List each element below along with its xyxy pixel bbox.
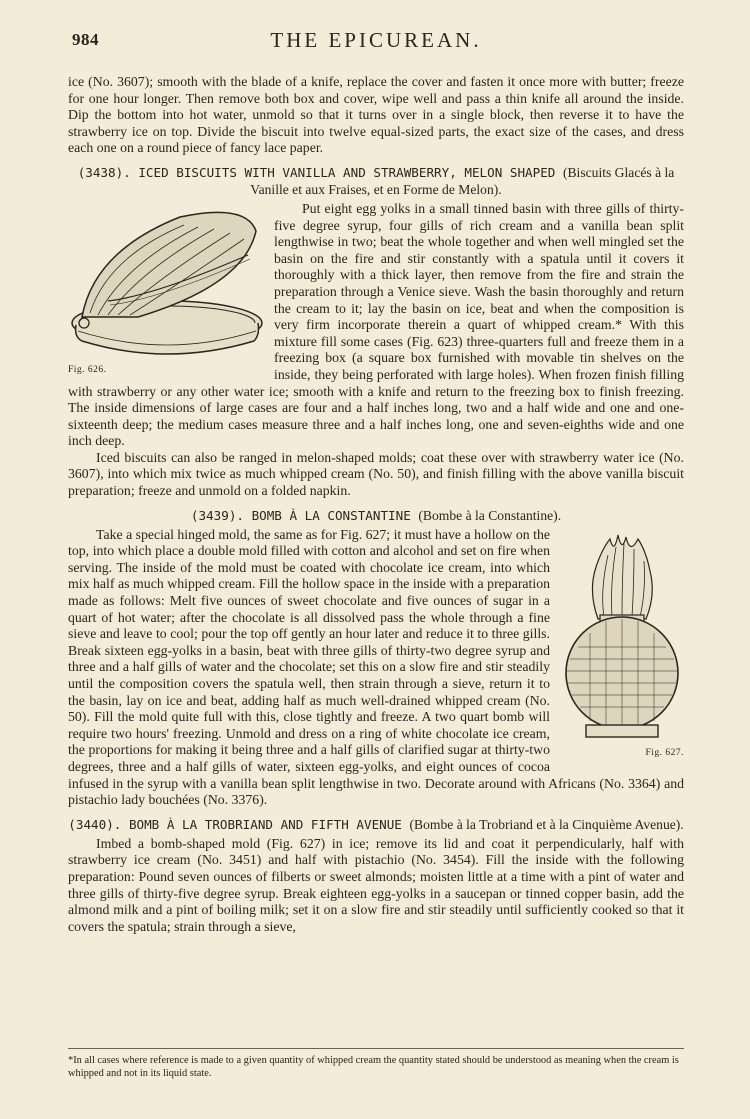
figure-626-caption: Fig. 626. (68, 364, 107, 375)
figure-627 (560, 531, 684, 762)
recipe-3438-title (68, 164, 684, 198)
recipe-3439-title-english: (3439). BOMB À LA CONSTANTINE (190, 507, 411, 523)
recipe-3438-title-french: (Biscuits Glacés à la Vanille et aux Fraises, et en Forme de Melon). (250, 164, 675, 197)
recipe-3438-paragraph-1: Put eight egg yolks in a small tinned basin with three gills of thirty-five degree syrup, four gills of rich cream and a vanilla bean split lengthwise in two; beat the whole together and when well mingled set the basin on the fire and stir constantly with a spatula until it covers it thoroughly with a thick layer, then remove from the fire and strain the preparation through a Venice sieve. Wash the basin thoroughly and return the cream to it; lay the basin on ice, beat and when the composition is very firm incorporate therein a quart of whipped cream.* With this mixture fill some cases (Fig. 623) three-quarters full and freeze them in a freezing box (a square box furnished with movable tin shelves on the inside, they being perforated with large holes). When frozen finish filling with strawberry or any other water ice; smooth with a knife and return to the freezing box to finish freezing. The inside dimensions of large cases are four and a half inches long, two and a half wide and one and one-sixteenth deep; the medium cases measure three and a half inches long, one and seven-eighths wide and one inch deep. (68, 200, 684, 449)
recipe-3440-paragraph-1: Imbed a bomb-shaped mold (Fig. 627) in ice; remove its lid and coat it perpendicularly, half with strawberry ice cream (No. 3451) and half with pistachio (No. 3454). Fill the inside with the following preparation: Pound seven ounces of filberts or sweet almonds; moisten little at a time with a pint of water and three gills of thirty-five degree syrup. Break eighteen egg-yolks in a saucepan or tinned copper basin, add the almond milk and a pint of boiling milk; set it on a slow fire and stir steadily until sufficiently cooked so that it covers the spatula; strain through a sieve, (68, 835, 684, 934)
figure-626 (68, 205, 266, 378)
recipe-3439-paragraph-1: Take a special hinged mold, the same as for Fig. 627; it must have a hollow on the top, into which place a double mold filled with cotton and alcohol and set on fire when serving. The inside of the mold must be coated with chocolate ice cream, into which mix half as much whipped cream. Fill the hollow space in the inside with a preparation made as follows: Melt five ounces of sweet chocolate and five ounces of sugar in a quart of hot water; after the chocolate is all dissolved pass the whole through a fine sieve and leave to cool; pour the top off gently an hour later and reduce it to three gills. Break sixteen egg-yolks in a basin, beat with three gills of thirty-two degree syrup and three and a half gills of water and the chocolate; set this on a slow fire and stir steadily until the composition covers the spatula well, then strain through a sieve, return it to the basin, lay on ice and beat, adding half as much well-drained whipped cream (No. 50). Fill the mold quite full with this, close tightly and freeze. A two quart bomb will require two hours' freezing. Unmold and dress on a ring of white chocolate ice cream, the proportions for making it being three and a half gills of clarified sugar at thirty-two degrees, three and a half gills of water, sixteen egg-yolks, and eight ounces of cocoa infused in the syrup with a vanilla bean split lengthwise in two. Decorate around with Africans (No. 3364) and pistachio lady bouchées (No. 3376). (68, 526, 684, 808)
figure-627-caption: Fig. 627. (645, 748, 684, 759)
recipe-3439-title (68, 507, 684, 524)
melon-mold-illustration (68, 205, 266, 357)
recipe-3440-title-english: (3440). BOMB À LA TROBRIAND AND FIFTH AVENUE (68, 816, 402, 832)
running-title: THE EPICUREAN. (270, 28, 482, 52)
page-body (68, 74, 684, 935)
bomb-mold-illustration (560, 531, 684, 741)
recipe-3438-title-english: (3438). ICED BISCUITS WITH VANILLA AND STRAWBERRY, MELON SHAPED (77, 164, 556, 180)
recipe-3440-title (68, 816, 684, 833)
recipe-3438-paragraph-2: Iced biscuits can also be ranged in melon-shaped molds; coat these over with strawberry water ice (No. 3607), into which mix twice as much whipped cream (No. 50), and finish filling with the above vanilla biscuit preparation; freeze and unmold on a folded napkin. (68, 449, 684, 499)
intro-paragraph: ice (No. 3607); smooth with the blade of a knife, replace the cover and fasten it once more with butter; freeze for one hour longer. Then remove both box and cover, wipe well and pass a thin knife all around the inside. Dip the bottom into hot water, unmold so that it turns over in a single block, then reverse it to have the strawberry ice on top. Divide the biscuit into twelve equal-sized parts, the exact size of the cases, and dress each one on a round piece of fancy lace paper. (68, 74, 684, 156)
page-number: 984 (72, 30, 99, 49)
footnote: *In all cases where reference is made to a given quantity of whipped cream the quantity stated should be understood as meaning when the cream is whipped and not in its liquid state. (68, 1048, 684, 1080)
page-header (66, 26, 686, 56)
recipe-3439-title-french: (Bombe à la Constantine). (418, 507, 562, 523)
recipe-3440-title-french: (Bombe à la Trobriand et à la Cinquième Avenue). (409, 816, 684, 832)
